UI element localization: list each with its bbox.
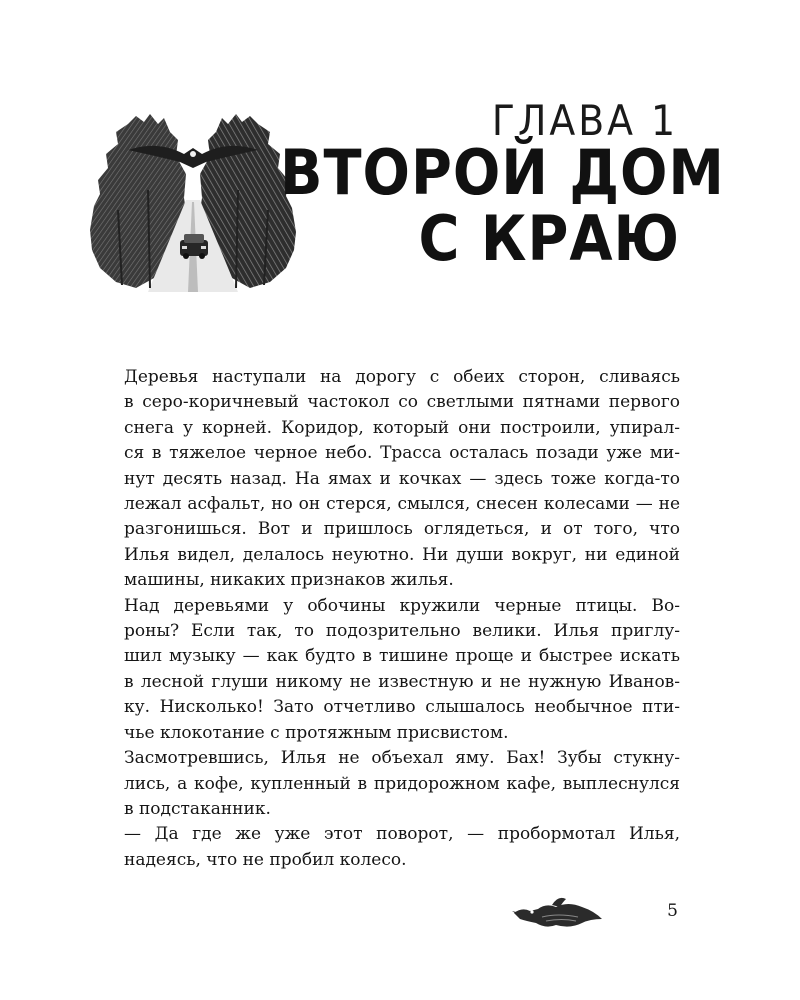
text-line: лежал асфальт, но он стерся, смылся, снесен колесами — не (124, 494, 680, 515)
text-line: — Да где же уже этот поворот, — пробормотал Илья, (124, 824, 680, 845)
text-line: Деревья наступали на дорогу с обеих сторон, сливаясь (124, 367, 680, 387)
chapter-body (88, 365, 680, 873)
chapter-title-line: С КРАЮ (418, 202, 680, 275)
text-line: шил музыку — как будто в тишине проще и быстрее искать (124, 646, 680, 667)
text-line: разгонишься. Вот и пришлось оглядеться, и от того, что (124, 519, 680, 540)
text-line: Над деревьями у обочины кружили черные птицы. Во- (124, 595, 680, 616)
bird-ornament-icon (512, 893, 604, 933)
text-line: в лесной глуши никому не известную и не нужную Иванов- (124, 671, 680, 692)
page-number: 5 (667, 901, 678, 921)
text-line: Илья видел, делалось неуютно. Ни души вокруг, ни единой (124, 544, 680, 565)
paragraph (88, 365, 680, 594)
text-line: снега у корней. Коридор, который они построили, упирал- (124, 417, 680, 438)
text-line: в серо-коричневый частокол со светлыми пятнами первого (124, 392, 680, 413)
chapter-number: ГЛАВА 1 (491, 96, 678, 145)
text-line: нут десять назад. На ямах и кочках — здесь тоже когда-то (124, 468, 680, 489)
text-line: лись, а кофе, купленный в придорожном кафе, выплеснулся (124, 773, 680, 794)
text-line: роны? Если так, то подозрительно велики. Илья приглу- (124, 621, 680, 642)
paragraph (88, 746, 680, 822)
text-line: в подстаканник. (124, 798, 271, 819)
paragraph (88, 822, 680, 873)
text-line: Засмотревшись, Илья не объехал яму. Бах! Зубы стукну- (124, 748, 680, 769)
forest-road-illustration (88, 110, 298, 295)
text-line: надеясь, что не пробил колесо. (124, 849, 407, 870)
text-line: машины, никаких признаков жилья. (124, 570, 454, 591)
chapter-title-line: ВТОРОЙ ДОМ (280, 136, 725, 209)
text-line: ся в тяжелое черное небо. Трасса осталась позади уже ми- (124, 443, 680, 464)
text-line: чье клокотание с протяжным присвистом. (124, 722, 509, 743)
paragraph (88, 594, 680, 746)
text-line: ку. Нисколько! Зато отчетливо слышалось необычное пти- (124, 697, 680, 718)
chapter-title (280, 136, 725, 275)
